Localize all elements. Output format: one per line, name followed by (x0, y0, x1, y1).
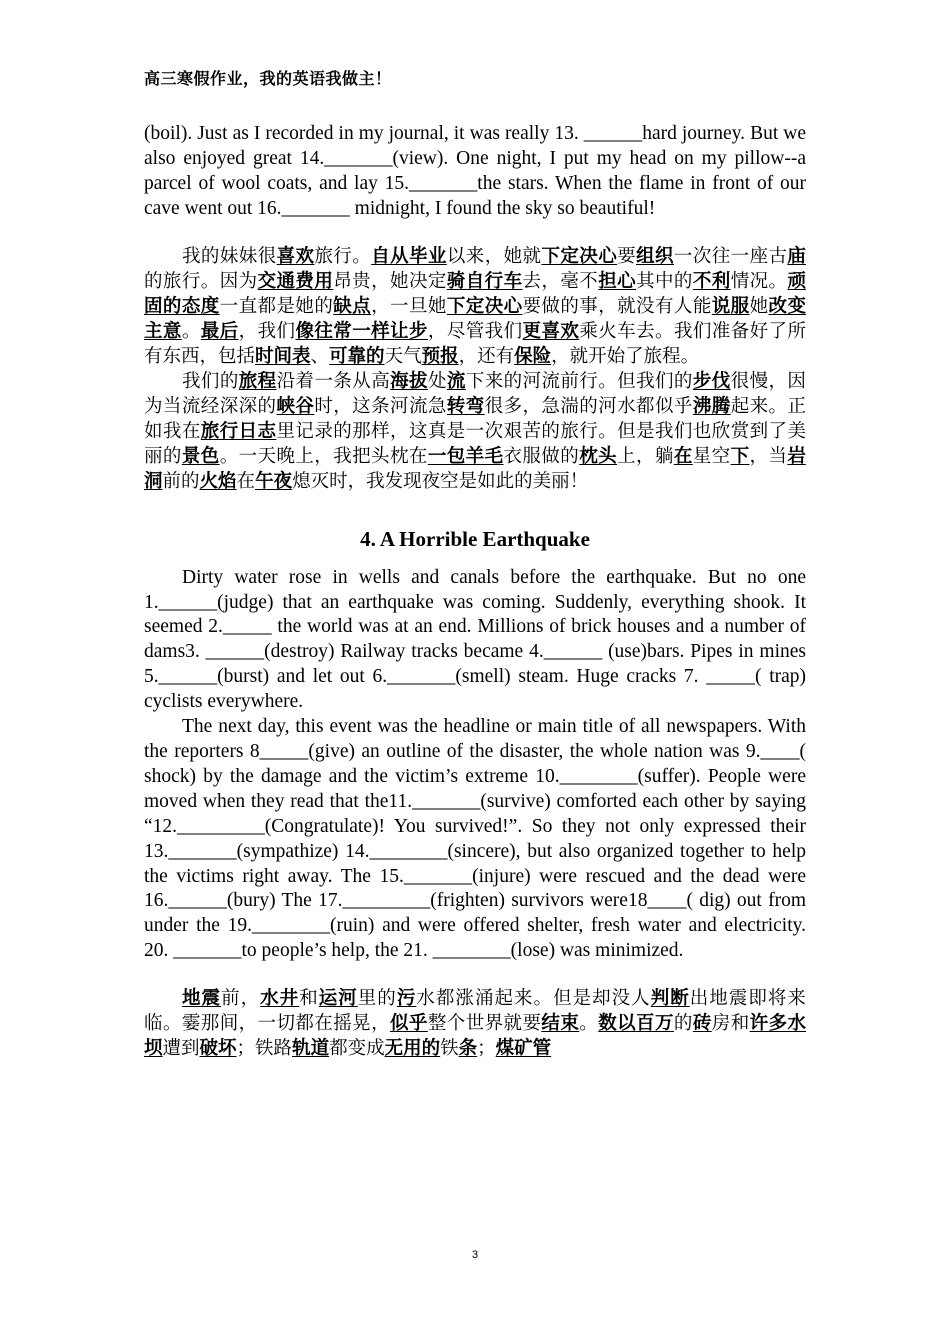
key-phrase: 在 (673, 445, 693, 467)
page-number: 3 (471, 1249, 479, 1261)
key-phrase: 庙 (787, 245, 806, 267)
page-header: 高三寒假作业，我的英语我做主！ (144, 69, 392, 88)
passage-3-translation-paragraph-1: 我的妹妹很喜欢旅行。自从毕业以来，她就下定决心要组织一次往一座古庙的旅行。因为交通费用昂贵，她决定骑自行车去，毫不担心其中的不利情况。顽固的态度一直都是她的缺点，一旦她下定决心要做的事，就没有人能说服她改变主意。最后，我们像往常一样让步，尽管我们更喜欢乘火车去。我们准备好了所有东西，包括时间表、可靠的天气预报，还有保险，就开始了旅程。 (144, 245, 806, 367)
key-phrase: 许多水坝 (144, 1013, 806, 1060)
key-phrase: 判断 (650, 988, 690, 1010)
key-phrase: 下定决心 (541, 245, 618, 267)
key-phrase: 说服 (711, 295, 750, 317)
key-phrase: 数以百万 (598, 1013, 674, 1035)
key-phrase: 地震 (182, 988, 222, 1010)
section-4-title: 4. A Horrible Earthquake (360, 526, 590, 551)
key-phrase: 不利 (692, 270, 731, 292)
key-phrase: 预报 (421, 345, 459, 367)
key-phrase: 流 (446, 370, 466, 392)
key-phrase: 喜欢 (276, 245, 315, 267)
section-4-paragraph-2: The next day, this event was the headline or main title of all newspapers. With the reporters 8_____(give) an outline of the disaster, the whole nation was 9.____( shock) by the damage and the victim’s extreme 10.________(suffer). People were moved when they read that the11._______(survive) comforted each other by saying “12._________(Congratulate)! You survived!”. So they not only expressed their 13._______(sympathize) 14.________(sincere), but also organized together to help the victims right away. The 15._______(injure) were rescued and the dead were 16.______(bury) The 17._________(frighten) survivors were18____( dig) out from under the 19.________(ruin) and were offered shelter, fresh water and electricity. 20. _______to people’s help, the 21. ________(lose) was minimized. (144, 716, 806, 962)
key-phrase: 运河 (318, 988, 358, 1010)
key-phrase: 岩洞 (144, 445, 806, 492)
key-phrase: 砖 (692, 1013, 712, 1035)
key-phrase: 煤矿管 (495, 1038, 552, 1060)
key-phrase: 交通费用 (257, 270, 334, 292)
section-4-paragraph-1: Dirty water rose in wells and canals before the earthquake. But no one 1.______(judge) that an earthquake was coming. Suddenly, everything shook. It seemed 2._____ the world was at an end. Millions of brick houses and a number of dams3. ______(destroy) Railway tracks became 4.______ (use)bars. Pipes in mines 5.______(burst) and let out 6._______(smell) steam. Huge cracks 7. _____( trap) cyclists everywhere. (144, 566, 806, 713)
key-phrase: 旅行日志 (200, 420, 277, 442)
key-phrase: 火焰 (199, 470, 237, 492)
key-phrase: 旅程 (238, 370, 277, 392)
page-content (144, 122, 806, 1061)
key-phrase: 结束 (541, 1013, 580, 1035)
key-phrase: 转弯 (446, 395, 485, 417)
key-phrase: 最后 (200, 320, 239, 342)
key-phrase: 时间表 (255, 345, 311, 367)
key-phrase: 破坏 (199, 1038, 237, 1060)
key-phrase: 保险 (514, 345, 552, 367)
key-phrase: 景色 (181, 445, 220, 467)
key-phrase: 组织 (636, 245, 674, 267)
key-phrase: 改变主意 (144, 295, 806, 342)
key-phrase: 像往常一样让步 (295, 320, 428, 342)
key-phrase: 条 (458, 1038, 478, 1060)
key-phrase: 午夜 (255, 470, 293, 492)
passage-3-translation-paragraph-2: 我们的旅程沿着一条从高海拔处流下来的河流前行。但我们的步伐很慢，因为当流经深深的峡谷时，这条河流急转弯很多，急湍的河水都似乎沸腾起来。正如我在旅行日志里记录的那样，这真是一次艰苦的旅行。但是我们也欣赏到了美丽的景色。一天晚上，我把头枕在一包羊毛衣服做的枕头上，躺在星空下，当岩洞前的火焰在午夜熄灭时，我发现夜空是如此的美丽！ (144, 370, 806, 492)
key-phrase: 峡谷 (276, 395, 315, 417)
key-phrase: 步伐 (692, 370, 731, 392)
key-phrase: 顽固的态度 (144, 270, 806, 317)
key-phrase: 污 (396, 988, 417, 1010)
key-phrase: 似乎 (390, 1013, 428, 1035)
key-phrase: 下 (730, 445, 750, 467)
key-phrase: 可靠的 (329, 345, 385, 367)
key-phrase: 轨道 (292, 1038, 330, 1060)
key-phrase: 水井 (260, 988, 300, 1010)
key-phrase: 沸腾 (692, 395, 731, 417)
key-phrase: 缺点 (333, 295, 372, 317)
key-phrase: 下定决心 (446, 295, 523, 317)
section-4-translation-paragraph-1: 地震前，水井和运河里的污水都涨涌起来。但是却没人判断出地震即将来临。霎那间，一切都在摇晃，似乎整个世界就要结束。数以百万的砖房和许多水坝遭到破坏；铁路轨道都变成无用的铁条；煤矿管 (144, 988, 806, 1060)
key-phrase: 无用的 (384, 1038, 441, 1060)
key-phrase: 更喜欢 (522, 320, 580, 342)
key-phrase: 海拔 (390, 370, 428, 392)
key-phrase: 一包羊毛 (427, 445, 504, 467)
passage-3-ending: (boil). Just as I recorded in my journal, it was really 13. ______hard journey. But we also enjoyed great 14._______(view). One night, I put my head on my pillow--a parcel of wool coats, and lay 15._______the stars. When the flame in front of our cave went out 16._______ midnight, I found the sky so beautiful! (144, 123, 806, 219)
key-phrase: 自从毕业 (371, 245, 447, 267)
key-phrase: 担心 (598, 270, 637, 292)
key-phrase: 枕头 (579, 445, 618, 467)
key-phrase: 骑自行车 (446, 270, 523, 292)
